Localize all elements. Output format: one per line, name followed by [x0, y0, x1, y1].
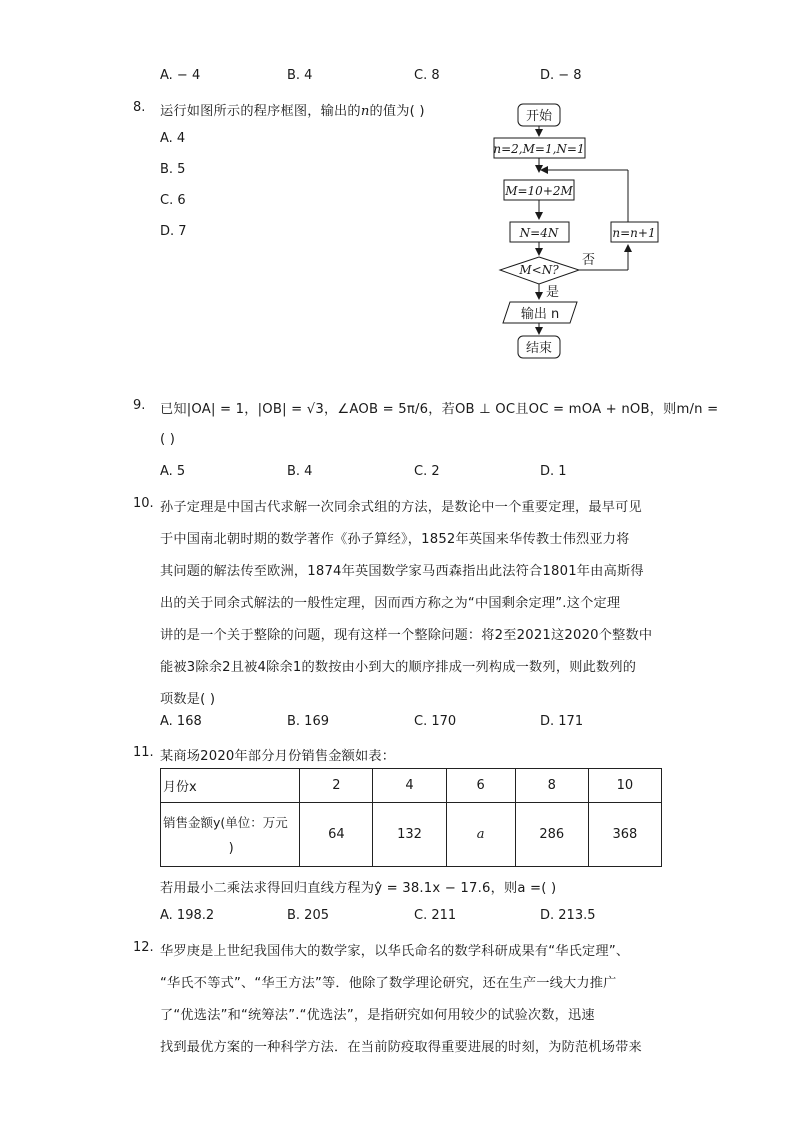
table-cell: 368 [588, 803, 661, 867]
regression-line: 若用最小二乘法求得回归直线方程为ŷ = 38.1x − 17.6，则a =( ) [160, 881, 557, 896]
flowchart-step1-label: M=10+2M [505, 184, 573, 198]
q10-option-c: C. 170 [414, 714, 457, 729]
flowchart-update-label: n=n+1 [612, 226, 656, 240]
flowchart-start-label: 开始 [525, 109, 553, 124]
question-number: 8. [133, 100, 146, 115]
table-row [161, 769, 662, 803]
q9-option-b: B. 4 [287, 464, 313, 479]
question-line: 项数是( ) [160, 692, 216, 707]
q7-option-d: D. − 8 [540, 68, 582, 83]
q11-option-c: C. 211 [414, 908, 457, 923]
q9-option-c: C. 2 [414, 464, 440, 479]
question-number: 9. [133, 398, 146, 413]
question-line: “华氏不等式”、“华王方法”等．他除了数学理论研究，还在生产一线大力推广 [160, 976, 617, 991]
flowchart-output-label: 输出 n [520, 307, 560, 322]
question-number: 12. [133, 940, 154, 955]
q11-option-b: B. 205 [287, 908, 329, 923]
table-row [161, 803, 662, 867]
q10-option-d: D. 171 [540, 714, 584, 729]
q9-option-a: A. 5 [160, 464, 186, 479]
flowchart [0, 0, 794, 380]
table-cell: 8 [515, 769, 588, 803]
question-line: 于中国南北朝时期的数学著作《孙子算经》，1852年英国来华传教士伟烈亚力将 [160, 532, 630, 547]
question-number: 11. [133, 745, 154, 760]
q7-option-b: B. 4 [287, 68, 313, 83]
q11-option-a: A. 198.2 [160, 908, 215, 923]
q9-option-d: D. 1 [540, 464, 567, 479]
question-line: 了“优选法”和“统筹法”.“优选法”，是指研究如何用较少的试验次数，迅速 [160, 1008, 595, 1023]
table-cell: 4 [373, 769, 446, 803]
table-cell: 286 [515, 803, 588, 867]
table-cell: 2 [300, 769, 373, 803]
flowchart-step2-label: N=4N [519, 226, 559, 240]
q8-option-c: C. 6 [160, 193, 186, 208]
q8-option-d: D. 7 [160, 224, 187, 239]
table-cell: 64 [300, 803, 373, 867]
q10-option-b: B. 169 [287, 714, 329, 729]
question-line: 找到最优方案的一种科学方法．在当前防疫取得重要进展的时刻，为防范机场带来 [160, 1040, 642, 1055]
table-header-month: 月份x [161, 769, 300, 803]
flowchart-yes-label: 是 [546, 285, 560, 300]
flowchart-end-label: 结束 [525, 341, 553, 356]
table-cell: 6 [446, 769, 515, 803]
question-line: 能被3除余2且被4除余1的数按由小到大的顺序排成一列构成一数列，则此数列的 [160, 660, 637, 675]
q7-option-c: C. 8 [414, 68, 440, 83]
question-line: 出的关于同余式解法的一般性定理，因而西方称之为“中国剩余定理”.这个定理 [160, 596, 621, 611]
question-stem-cont: ( ) [160, 432, 176, 447]
q10-option-a: A. 168 [160, 714, 202, 729]
table-header-sales: 销售金额y(单位：万元 ) [161, 803, 300, 867]
flowchart-init-label: n=2,M=1,N=1 [493, 142, 585, 156]
q7-option-a: A. − 4 [160, 68, 201, 83]
q8-option-a: A. 4 [160, 131, 186, 146]
flowchart-no-label: 否 [582, 253, 596, 268]
question-line: 讲的是一个关于整除的问题，现有这样一个整除问题：将2至2021这2020个整数中 [160, 628, 653, 643]
q8-option-b: B. 5 [160, 162, 186, 177]
sales-table [160, 768, 662, 867]
question-line: 孙子定理是中国古代求解一次同余式组的方法，是数论中一个重要定理，最早可见 [160, 500, 642, 515]
table-cell: 10 [588, 769, 661, 803]
question-stem: 运行如图所示的程序框图，输出的n的值为( ) [160, 104, 425, 119]
table-cell: a [446, 803, 515, 867]
question-line: 其问题的解法传至欧洲，1874年英国数学家马西森指出此法符合1801年由高斯得 [160, 564, 644, 579]
question-number: 10. [133, 496, 154, 511]
q11-option-d: D. 213.5 [540, 908, 596, 923]
question-stem: 已知|OA| = 1，|OB| = √3，∠AOB = 5π/6，若OB ⊥ OC且OC = mOA + nOB，则m/n = [160, 402, 719, 417]
question-line: 华罗庚是上世纪我国伟大的数学家，以华氏命名的数学科研成果有“华氏定理”、 [160, 944, 630, 959]
question-stem: 某商场2020年部分月份销售金额如表： [160, 749, 396, 764]
flowchart-condition-label: M<N? [519, 263, 559, 277]
table-cell: 132 [373, 803, 446, 867]
